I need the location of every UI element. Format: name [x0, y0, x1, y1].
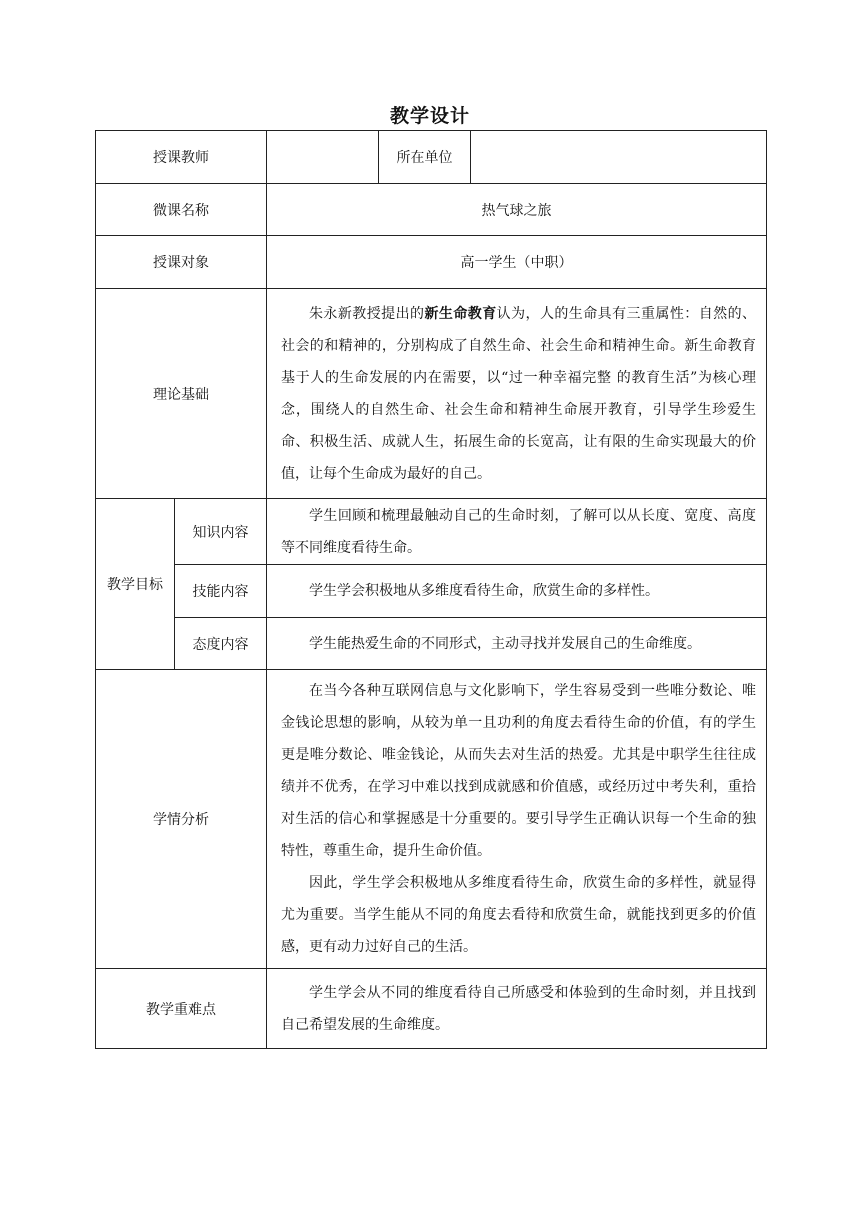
row-audience	[96, 236, 767, 289]
lesson-design-table	[95, 130, 767, 1049]
knowledge-text	[267, 499, 767, 565]
row-theory	[96, 289, 767, 499]
course-name-label: 微课名称	[96, 184, 267, 236]
theory-body: 认为，人的生命具有三重属性：自然的、社会的和精神的，分别构成了自然生命、社会生命和精神生命。新生命教育基于人的生命发展的内在需要，以“过一种幸福完整 的教育生活”为核心理念，围绕人的自然生命、社会生命和精神生命展开教育，引导学生珍爱生命、积极生活、成就人生，拓展生命的长宽高，让有限的生命实现最大的价值，让每个生命成为最好的自己。	[281, 305, 757, 482]
audience-value: 高一学生（中职）	[267, 236, 767, 289]
key-points-paragraph: 学生学会从不同的维度看待自己所感受和体验到的生命时刻，并且找到自己希望发展的生命维度。	[281, 984, 756, 1033]
course-name-value: 热气球之旅	[267, 184, 767, 236]
analysis-paragraph-1: 在当今各种互联网信息与文化影响下，学生容易受到一些唯分数论、唯金钱论思想的影响，从较为单一且功利的角度去看待生命的价值，有的学生更是唯分数论、唯金钱论，从而失去对生活的热爱。尤其是中职学生往往成绩并不优秀，在学习中难以找到成就感和价值感，或经历过中考失利，重拾对生活的信心和掌握感是十分重要的。要引导学生正确认识每一个生命的独特性，尊重生命，提升生命价值。	[281, 683, 756, 859]
goals-label: 教学目标	[96, 499, 175, 670]
row-goal-attitude	[96, 618, 767, 670]
audience-label: 授课对象	[96, 236, 267, 289]
knowledge-label: 知识内容	[175, 499, 267, 565]
theory-prefix: 朱永新教授提出的	[309, 305, 425, 322]
attitude-text	[267, 618, 767, 670]
analysis-label: 学情分析	[96, 670, 267, 969]
attitude-label: 态度内容	[175, 618, 267, 670]
unit-label: 所在单位	[379, 131, 471, 184]
row-goal-skill	[96, 565, 767, 618]
teacher-value	[267, 131, 379, 184]
row-teacher	[96, 131, 767, 184]
row-goal-knowledge	[96, 499, 767, 565]
unit-value	[471, 131, 767, 184]
analysis-text	[267, 670, 767, 969]
key-points-label: 教学重难点	[96, 969, 267, 1049]
theory-emphasis: 新生命教育	[424, 305, 497, 322]
theory-text	[267, 289, 767, 499]
theory-label: 理论基础	[96, 289, 267, 499]
attitude-paragraph: 学生能热爱生命的不同形式，主动寻找并发展自己的生命维度。	[309, 635, 701, 652]
skill-text	[267, 565, 767, 618]
row-course-name	[96, 184, 767, 236]
row-key-points	[96, 969, 767, 1049]
analysis-paragraph-2: 因此，学生学会积极地从多维度看待生命，欣赏生命的多样性，就显得尤为重要。当学生能从不同的角度去看待和欣赏生命，就能找到更多的价值感，更有动力过好自己的生活。	[281, 875, 756, 955]
row-analysis	[96, 670, 767, 969]
key-points-text	[267, 969, 767, 1049]
knowledge-paragraph: 学生回顾和梳理最触动自己的生命时刻，了解可以从长度、宽度、高度等不同维度看待生命。	[281, 507, 756, 556]
skill-label: 技能内容	[175, 565, 267, 618]
skill-paragraph: 学生学会积极地从多维度看待生命，欣赏生命的多样性。	[309, 583, 659, 599]
document-title: 教学设计	[389, 105, 470, 127]
teacher-label: 授课教师	[96, 131, 267, 184]
